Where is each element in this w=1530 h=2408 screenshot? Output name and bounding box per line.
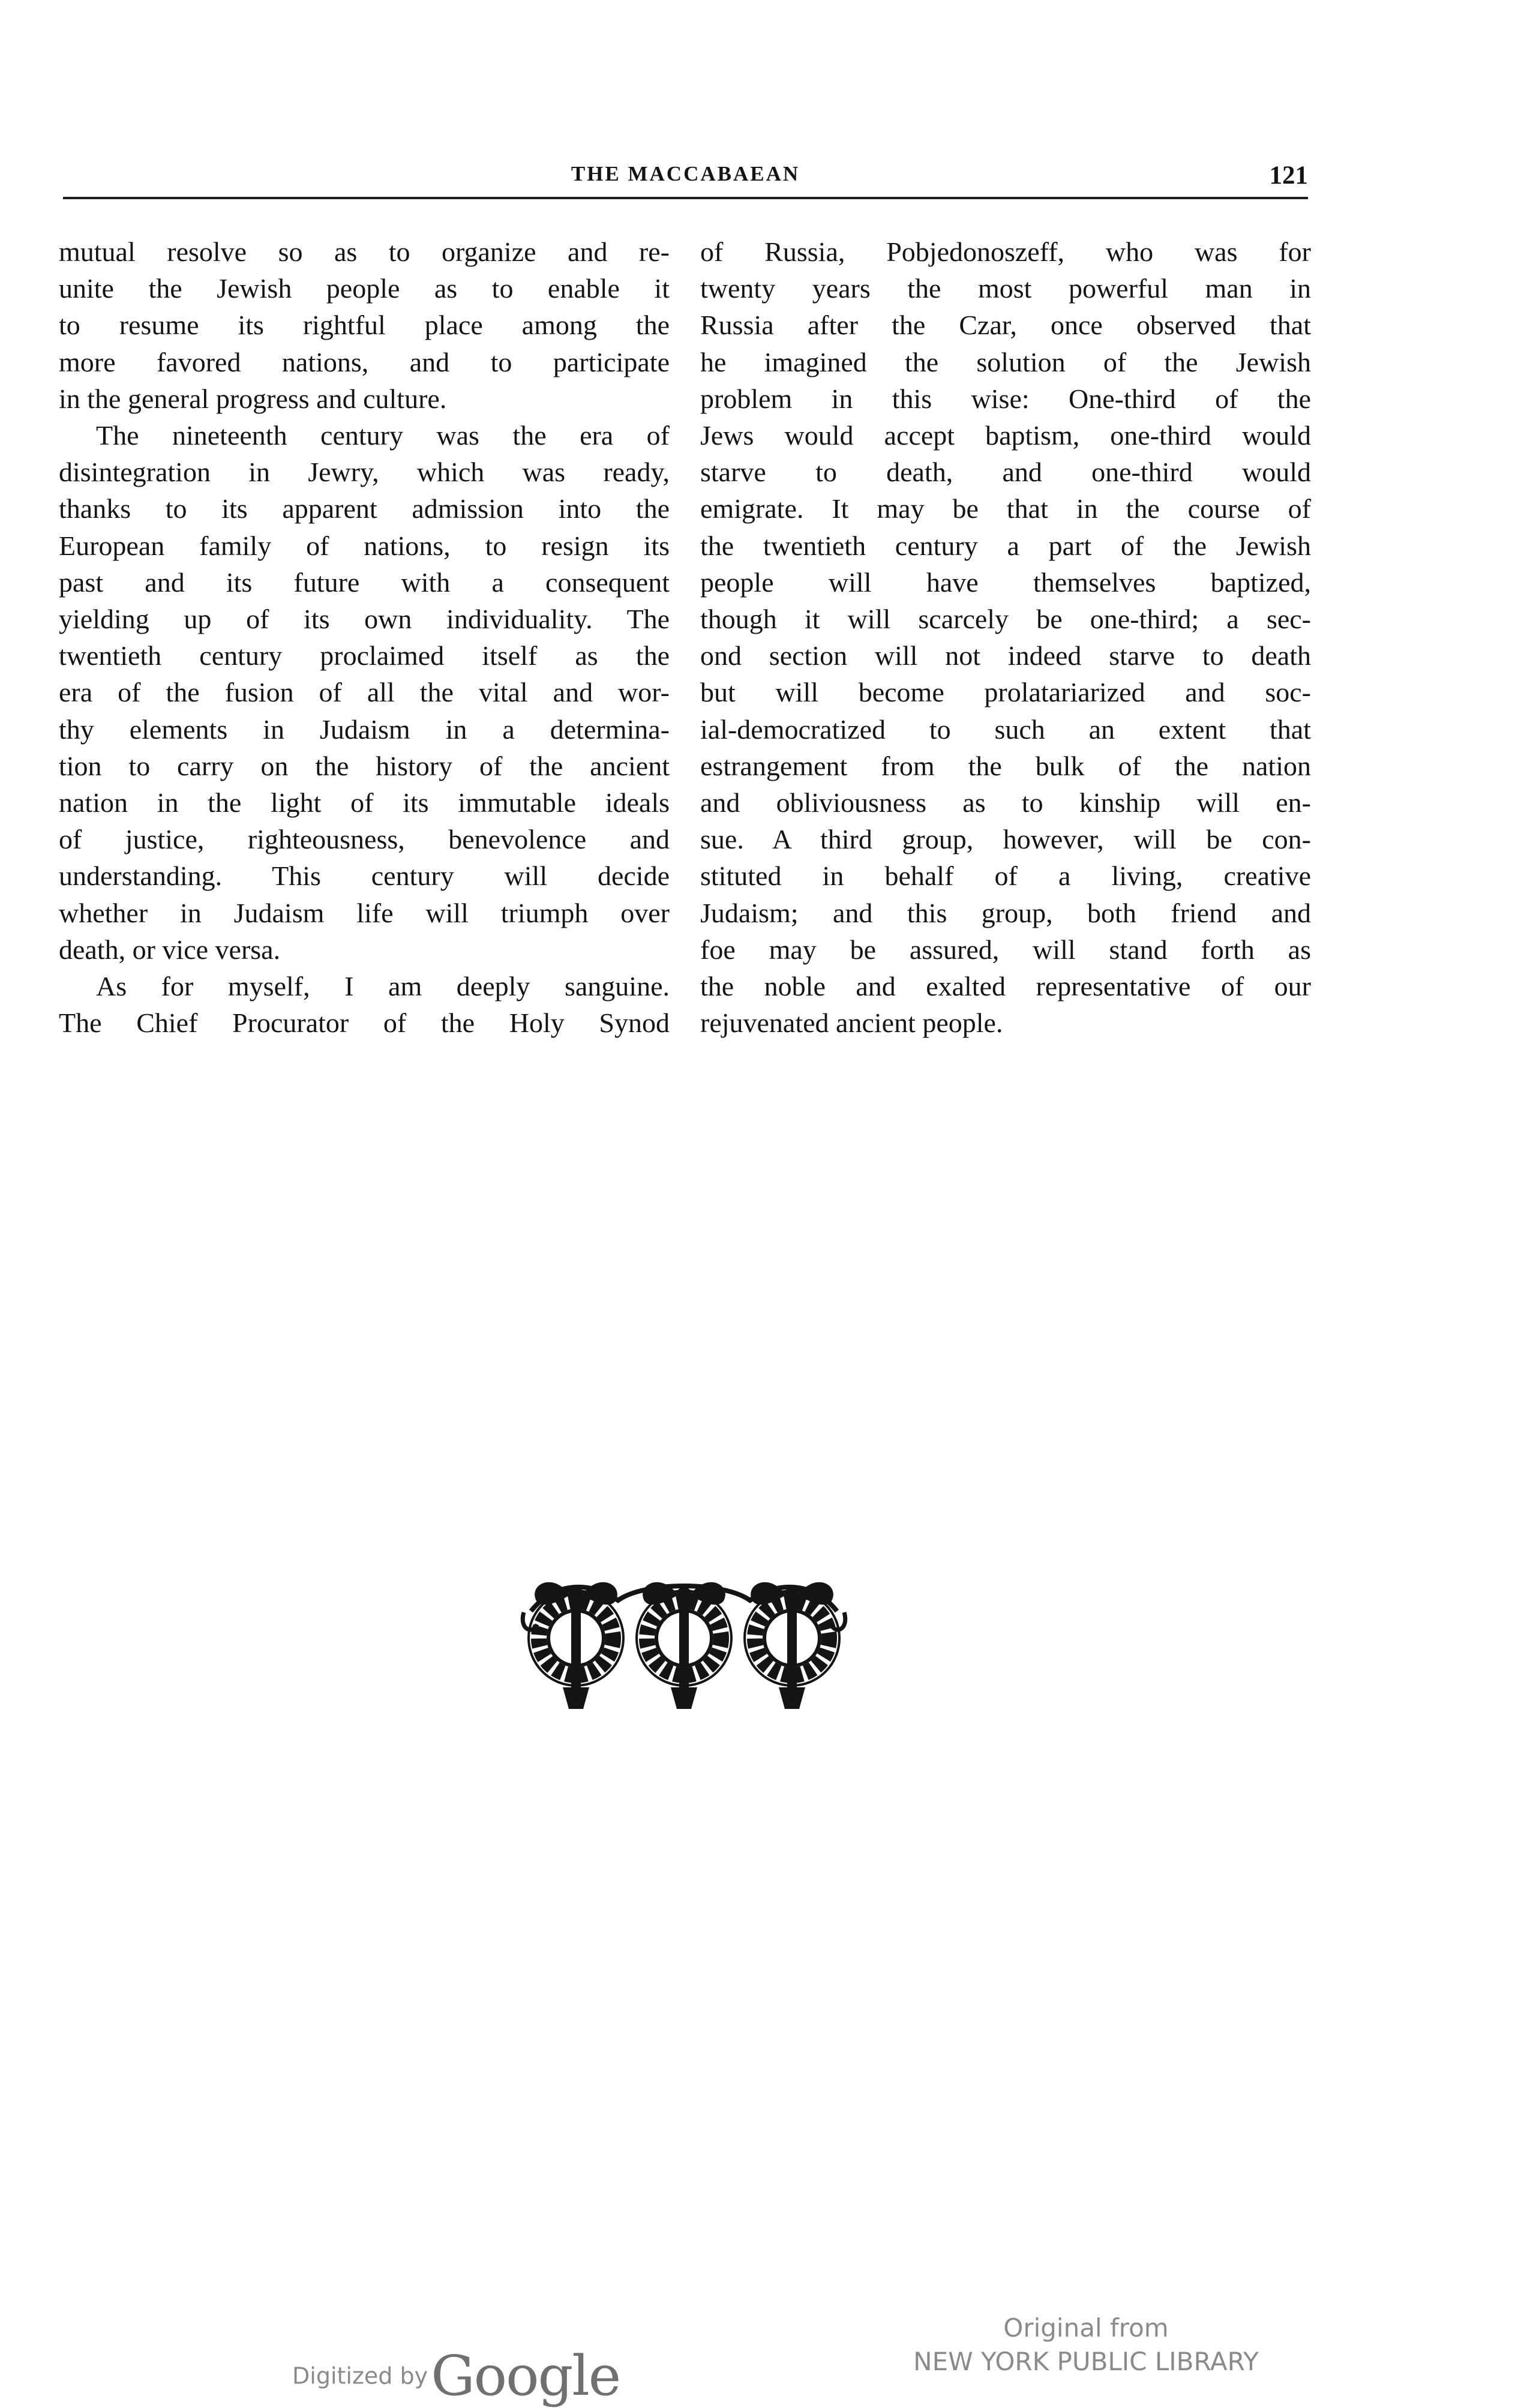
text-line: the noble and exalted representative of our: [700, 971, 1311, 1002]
text-line: As for myself, I am deeply sanguine.: [96, 971, 670, 1002]
text-line: he imagined the solution of the Jewish: [700, 346, 1311, 377]
google-wordmark: Google: [431, 2344, 620, 2408]
text-line: emigrate. It may be that in the course of: [700, 493, 1311, 524]
text-line: rejuvenated ancient people.: [700, 1007, 1003, 1039]
text-line: of justice, righteousness, benevolence and: [59, 824, 670, 855]
left-column: [59, 233, 670, 1041]
text-line: whether in Judaism life will triumph over: [59, 897, 670, 928]
text-line: twenty years the most powerful man in: [700, 273, 1311, 304]
text-line: though it will scarcely be one-third; a sec-: [700, 604, 1311, 635]
text-line: disintegration in Jewry, which was ready,: [59, 457, 670, 488]
text-line: past and its future with a consequent: [59, 566, 670, 598]
text-line: Russia after the Czar, once observed that: [700, 310, 1311, 341]
text-line: Jews would accept baptism, one-third would: [700, 420, 1311, 451]
text-line: The nineteenth century was the era of: [96, 420, 670, 451]
text-line: of Russia, Pobjedonoszeff, who was for: [700, 236, 1311, 267]
text-line: yielding up of its own individuality. The: [59, 604, 670, 635]
digitized-by-watermark: [292, 2344, 620, 2408]
text-line: mutual resolve so as to organize and re-: [59, 236, 670, 267]
text-line: twentieth century proclaimed itself as the: [59, 640, 670, 671]
text-line: people will have themselves baptized,: [700, 566, 1311, 598]
text-line: starve to death, and one-third would: [700, 457, 1311, 488]
running-title: THE MACCABAEAN: [571, 162, 800, 185]
text-line: foe may be assured, will stand forth as: [700, 934, 1311, 965]
wreath-torch-ornament-icon: [519, 1575, 849, 1713]
text-line: Judaism; and this group, both friend and: [700, 897, 1311, 928]
text-line: but will become prolatariarized and soc-: [700, 677, 1311, 708]
text-line: unite the Jewish people as to enable it: [59, 273, 670, 304]
text-line: understanding. This century will decide: [59, 860, 670, 892]
digitized-by-label: Digitized by: [292, 2362, 428, 2389]
text-line: thy elements in Judaism in a determina-: [59, 713, 670, 745]
page-number: 121: [1269, 161, 1308, 190]
text-line: and obliviousness as to kinship will en-: [700, 787, 1311, 818]
library-credit: [870, 2311, 1302, 2379]
text-line: more favored nations, and to participate: [59, 346, 670, 377]
text-line: death, or vice versa.: [59, 934, 281, 965]
text-line: ial-democratized to such an extent that: [700, 713, 1311, 745]
text-line: the twentieth century a part of the Jewish: [700, 530, 1311, 561]
original-from-label: Original from: [1003, 2313, 1169, 2343]
text-line: nation in the light of its immutable ideals: [59, 787, 670, 818]
text-line: estrangement from the bulk of the nation: [700, 750, 1311, 781]
text-line: stituted in behalf of a living, creative: [700, 860, 1311, 892]
text-line: to resume its rightful place among the: [59, 310, 670, 341]
text-line: European family of nations, to resign its: [59, 530, 670, 561]
text-line: sue. A third group, however, will be con-: [700, 824, 1311, 855]
text-line: tion to carry on the history of the ancient: [59, 750, 670, 781]
text-line: ond section will not indeed starve to death: [700, 640, 1311, 671]
text-line: era of the fusion of all the vital and wor-: [59, 677, 670, 708]
library-name: NEW YORK PUBLIC LIBRARY: [913, 2347, 1259, 2376]
page-header: [63, 157, 1308, 199]
text-line: in the general progress and culture.: [59, 383, 447, 414]
text-line: The Chief Procurator of the Holy Synod: [59, 1007, 670, 1039]
right-column: [700, 233, 1311, 1041]
text-line: thanks to its apparent admission into the: [59, 493, 670, 524]
text-line: problem in this wise: One-third of the: [700, 383, 1311, 414]
